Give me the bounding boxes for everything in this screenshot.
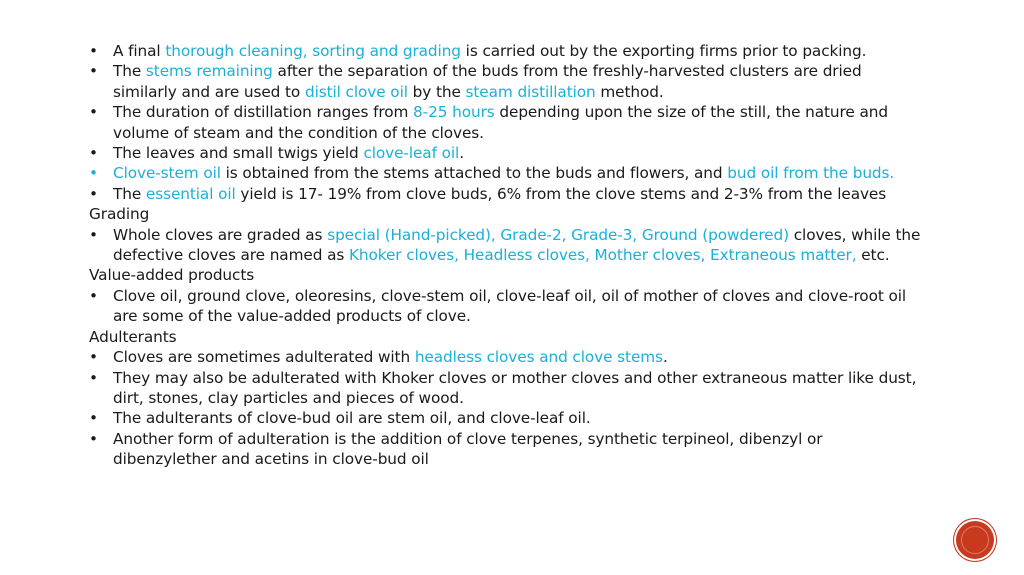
body-text: cloves, while the defective cloves are named as (113, 225, 921, 265)
body-text: The (113, 184, 146, 203)
bullet-marker: • (89, 42, 98, 60)
bullet-marker: • (89, 429, 98, 448)
body-text: The adulterants of clove-bud oil are stem oil, and clove-leaf oil. (113, 409, 591, 428)
bullet-item (89, 225, 924, 266)
bullet-item (89, 184, 924, 204)
body-text: The (113, 62, 146, 81)
bullet-marker: • (89, 409, 98, 428)
highlighted-text: special (Hand-picked), Grade-2, Grade-3, Ground (powdered) (327, 225, 789, 244)
bullet-marker: • (89, 286, 98, 305)
highlighted-text: clove-leaf oil (363, 144, 460, 163)
bullet-marker: • (89, 184, 98, 203)
bullet-item (89, 143, 924, 163)
highlighted-text: Clove-stem oil (113, 164, 221, 183)
bullet-item (89, 102, 924, 143)
section-heading (89, 265, 924, 285)
body-text: The duration of distillation ranges from (113, 103, 414, 122)
body-text: is obtained from the stems attached to the buds and flowers, and (220, 164, 728, 183)
body-text: They may also be adulterated with Khoker cloves or mother cloves and other extraneous matter like dust, dirt, stones, clay particles and pieces of wood. (113, 368, 917, 407)
body-text: Cloves are sometimes adulterated with (113, 348, 415, 367)
body-text: Another form of adulteration is the addition of clove terpenes, synthetic terpineol, dibenzyl or dibenzylether and acetins in clove-bud oil (113, 429, 823, 469)
highlighted-text: steam distillation (465, 82, 596, 101)
body-text: after the separation of the buds from the freshly-harvested clusters are dried similarly and are used to (113, 62, 862, 101)
body-text: yield is 17- 19% from clove buds, 6% from the clove stems and 2-3% from the leaves (235, 184, 887, 203)
bullet-marker: • (89, 164, 98, 183)
body-text: . (459, 144, 464, 163)
bullet-item (89, 163, 924, 183)
body-text: Clove oil, ground clove, oleoresins, clove-stem oil, clove-leaf oil, oil of mother of cloves and clove-root oil are some of the value-added products of clove. (113, 286, 907, 326)
body-text: Adulterants (89, 327, 177, 346)
highlighted-text: thorough cleaning, sorting and grading (165, 42, 461, 60)
bullet-marker: • (89, 225, 98, 244)
body-text: . (662, 348, 668, 367)
slide-number-badge (956, 521, 994, 559)
badge-ring (961, 526, 989, 554)
highlighted-text: stems remaining (145, 62, 273, 81)
section-heading (89, 204, 924, 224)
body-text: depending upon the size of the still, the nature and volume of steam and the condition of the cloves. (113, 103, 888, 142)
bullet-item (89, 41, 924, 61)
highlighted-text: Khoker cloves, Headless cloves, Mother cloves, Extraneous matter, (348, 246, 857, 265)
bullet-item (89, 61, 924, 102)
body-text: method. (595, 82, 664, 101)
body-text: is carried out by the exporting firms prior to packing. (460, 42, 867, 60)
bullet-item (89, 368, 924, 409)
highlighted-text: 8-25 hours (413, 103, 495, 122)
bullet-marker: • (89, 348, 98, 367)
body-text: Value-added products (89, 266, 255, 285)
highlighted-text: essential oil (145, 184, 236, 203)
slide-content (89, 41, 924, 470)
section-heading (89, 327, 924, 347)
bullet-marker: • (89, 62, 98, 81)
body-text: by the (407, 82, 466, 101)
body-text: A final (113, 42, 166, 60)
bullet-item (89, 429, 924, 470)
body-text: The leaves and small twigs yield (113, 144, 364, 163)
bullet-marker: • (89, 103, 98, 122)
bullet-marker: • (89, 144, 98, 163)
body-text: etc. (856, 246, 890, 265)
highlighted-text: headless cloves and clove stems (414, 348, 663, 367)
highlighted-text: distil clove oil (304, 82, 408, 101)
body-text: Grading (89, 205, 150, 224)
bullet-item (89, 408, 924, 428)
bullet-marker: • (89, 368, 98, 387)
bullet-item (89, 286, 924, 327)
bullet-item (89, 347, 924, 367)
body-text: Whole cloves are graded as (113, 225, 328, 244)
highlighted-text: bud oil from the buds. (727, 164, 895, 183)
